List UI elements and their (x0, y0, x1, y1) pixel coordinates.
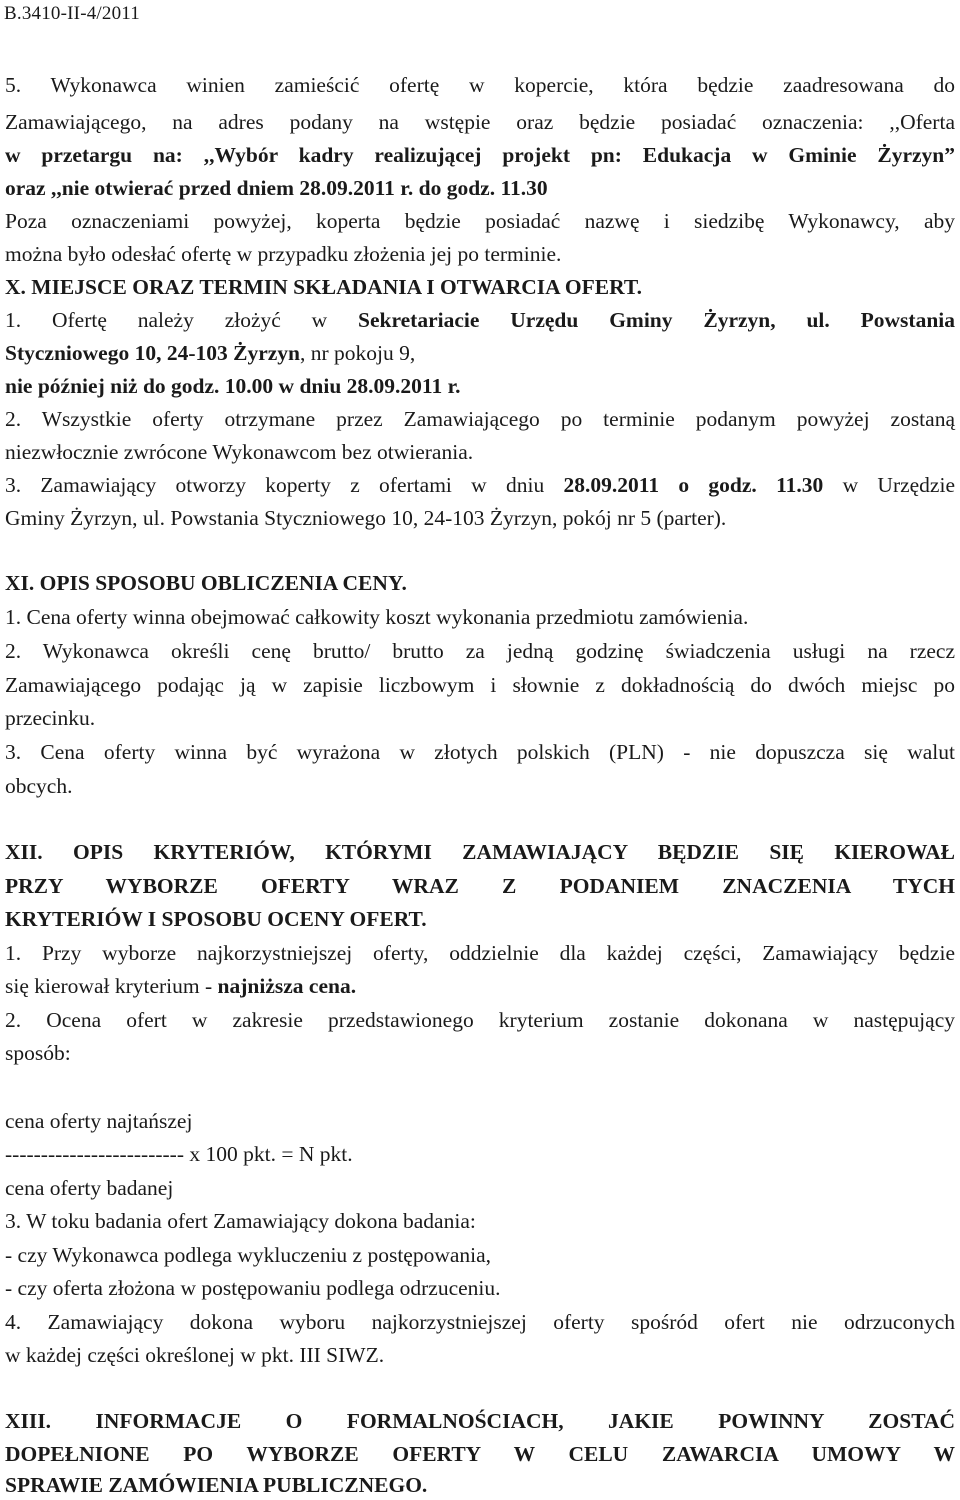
paragraph-line (5, 338, 955, 368)
paragraph-line: Gminy Żyrzyn, ul. Powstania Styczniowego 10, 24-103 Żyrzyn, pokój nr 5 (parter). (5, 506, 727, 530)
paragraph-line: w każdej części określonej w pkt. III SIWZ. (5, 1343, 385, 1367)
section-heading: XII. OPIS KRYTERIÓW, KTÓRYMI ZAMAWIAJĄCY BĘDZIE SIĘ KIEROWAŁ (5, 840, 955, 864)
paragraph-line: Zamawiającego, na adres podany na wstępie oraz będzie posiadać oznaczenia: ,,Oferta (5, 110, 955, 134)
paragraph-line: 1. Przy wyborze najkorzystniejszej oferty, oddzielnie dla każdej części, Zamawiający będzie (5, 941, 955, 965)
paragraph-line: obcych. (5, 774, 73, 798)
section-heading: XIII. INFORMACJE O FORMALNOŚCIACH, JAKIE POWINNY ZOSTAĆ (5, 1409, 955, 1433)
section-heading: XI. OPIS SPOSOBU OBLICZENIA CENY. (5, 571, 407, 595)
text-segment: 3. Zamawiający otworzy koperty z ofertami w dniu (5, 473, 564, 497)
bold-segment: Styczniowego 10, 24-103 Żyrzyn (5, 341, 300, 365)
list-item: - czy Wykonawca podlega wykluczeniu z postępowania, (5, 1243, 492, 1267)
paragraph-line: nie później niż do godz. 10.00 w dniu 28.09.2011 r. (5, 374, 461, 398)
section-heading: DOPEŁNIONE PO WYBORZE OFERTY W CELU ZAWARCIA UMOWY W (5, 1442, 955, 1466)
bold-segment: Sekretariacie Urzędu Gminy Żyrzyn, ul. Powstania (358, 308, 955, 332)
section-heading: SPRAWIE ZAMÓWIENIA PUBLICZNEGO. (5, 1473, 428, 1497)
paragraph-line: 3. W toku badania ofert Zamawiający dokona badania: (5, 1209, 476, 1233)
paragraph-line: 5. Wykonawca winien zamieścić ofertę w kopercie, która będzie zaadresowana do (5, 73, 955, 97)
paragraph-line: sposób: (5, 1041, 71, 1065)
text-segment: 1. Ofertę należy złożyć w (5, 308, 359, 332)
paragraph-line: oraz ,,nie otwierać przed dniem 28.09.2011 r. do godz. 11.30 (5, 176, 548, 200)
text-segment: , nr pokoju 9, (300, 341, 416, 365)
paragraph-line: przecinku. (5, 706, 96, 730)
paragraph-line: 2. Wykonawca określi cenę brutto/ brutto za jedną godzinę świadczenia usługi na rzecz (5, 639, 955, 663)
list-item: - czy oferta złożona w postępowaniu podlega odrzuceniu. (5, 1276, 501, 1300)
bold-segment: 28.09.2011 o godz. 11.30 (563, 473, 824, 497)
paragraph-line: w przetargu na: ,,Wybór kadry realizującej projekt pn: Edukacja w Gminie Żyrzyn” (5, 143, 955, 167)
paragraph-line: 3. Cena oferty winna być wyrażona w złotych polskich (PLN) - nie dopuszcza się walut (5, 740, 955, 764)
paragraph-line: 2. Ocena ofert w zakresie przedstawionego kryterium zostanie dokonana w następujący (5, 1008, 955, 1032)
section-heading: X. MIEJSCE ORAZ TERMIN SKŁADANIA I OTWARCIA OFERT. (5, 275, 642, 299)
section-heading: KRYTERIÓW I SPOSOBU OCENY OFERT. (5, 907, 427, 931)
text-segment: się kierował kryterium - (5, 974, 218, 998)
paragraph-line: 1. Cena oferty winna obejmować całkowity koszt wykonania przedmiotu zamówienia. (5, 605, 749, 629)
paragraph-line (5, 971, 955, 1001)
bold-segment: najniższa cena. (217, 974, 357, 998)
document-code: B.3410-II-4/2011 (4, 3, 141, 24)
formula-line: ------------------------- x 100 pkt. = N pkt. (5, 1142, 353, 1166)
paragraph-line: Poza oznaczeniami powyżej, koperta będzie posiadać nazwę i siedzibę Wykonawcy, aby (5, 209, 955, 233)
formula-numerator: cena oferty najtańszej (5, 1109, 193, 1133)
paragraph-line: 2. Wszystkie oferty otrzymane przez Zamawiającego po terminie podanym powyżej zostaną (5, 407, 955, 431)
paragraph-line (5, 305, 955, 335)
paragraph-line: 4. Zamawiający dokona wyboru najkorzystniejszej oferty spośród ofert nie odrzuconych (5, 1310, 955, 1334)
paragraph-line (5, 470, 955, 500)
paragraph-line: Zamawiającego podając ją w zapisie liczbowym i słownie z dokładnością do dwóch miejsc po (5, 673, 955, 697)
paragraph-line: można było odesłać ofertę w przypadku złożenia jej po terminie. (5, 242, 562, 266)
section-heading: PRZY WYBORZE OFERTY WRAZ Z PODANIEM ZNACZENIA TYCH (5, 874, 955, 898)
text-segment: w Urzędzie (823, 473, 955, 497)
formula-denominator: cena oferty badanej (5, 1176, 174, 1200)
paragraph-line: niezwłocznie zwrócone Wykonawcom bez otwierania. (5, 440, 474, 464)
